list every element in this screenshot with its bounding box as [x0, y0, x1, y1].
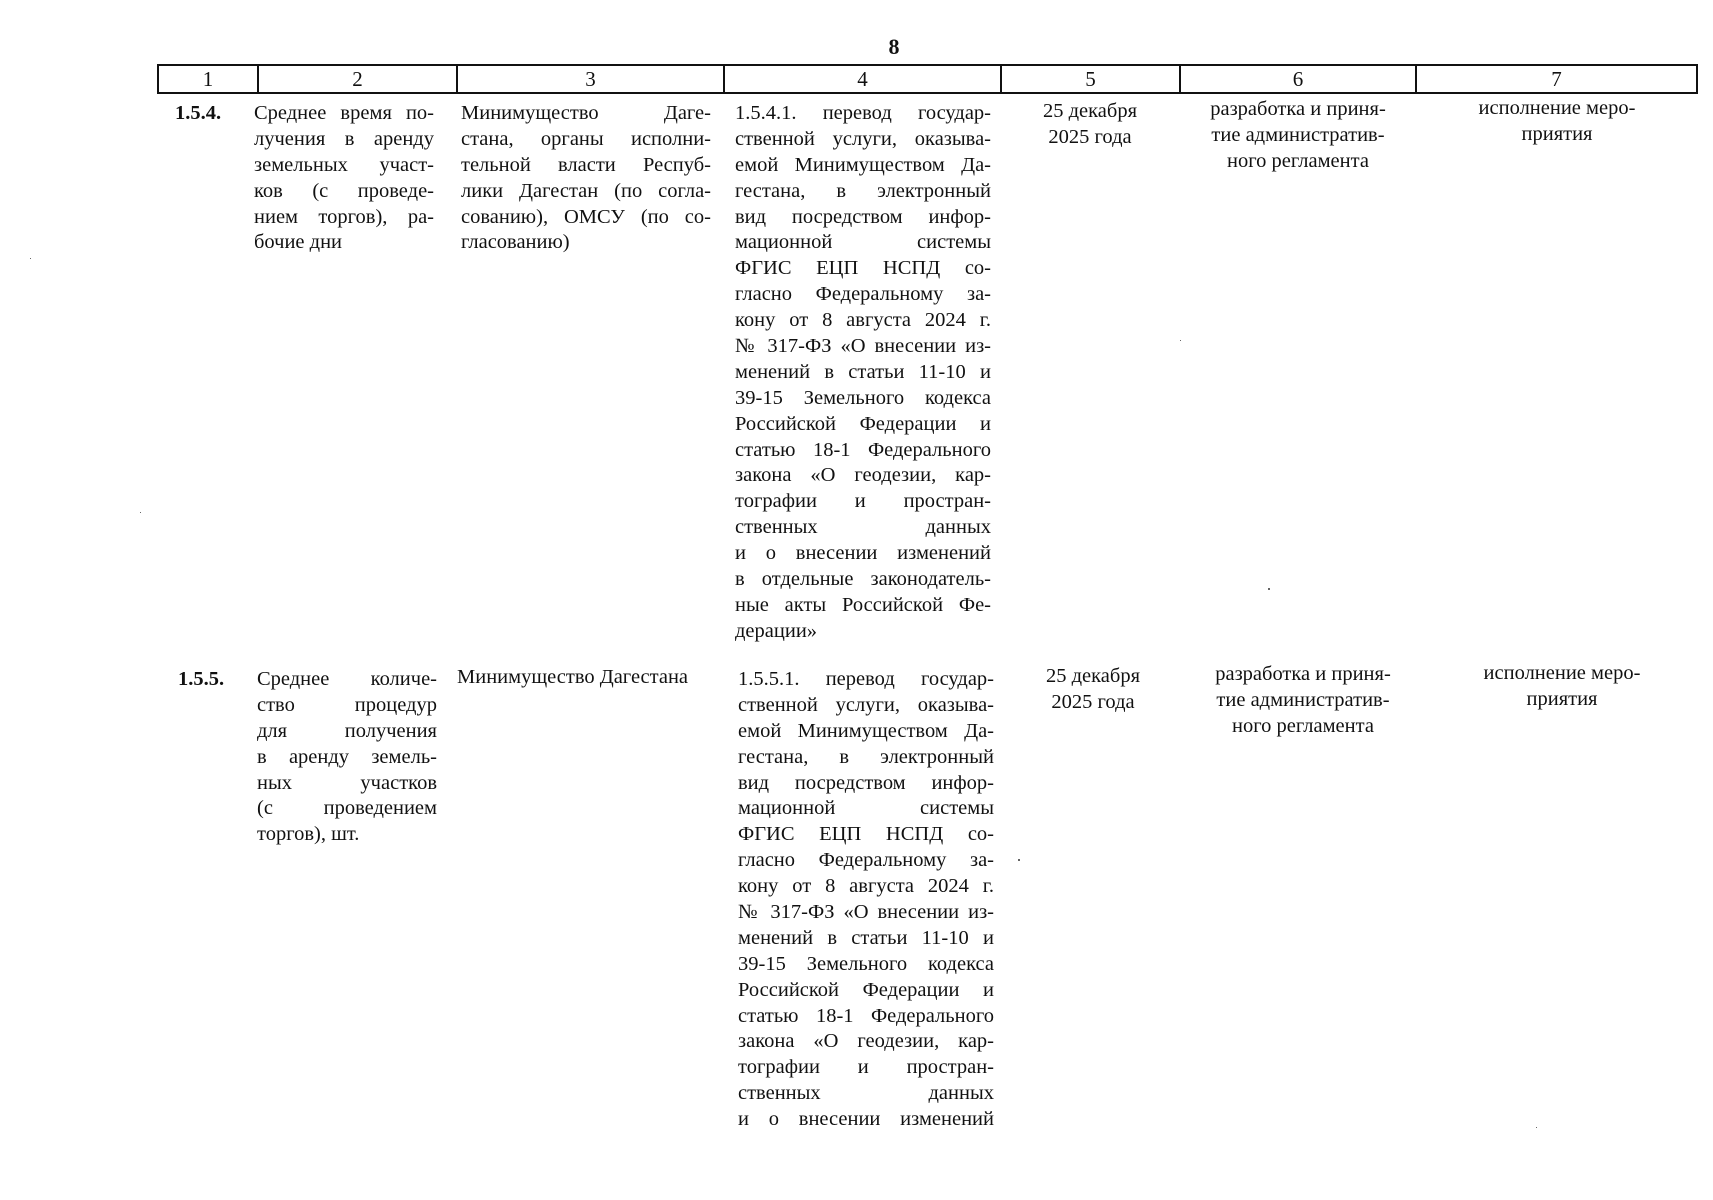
scan-speck	[1536, 1127, 1537, 1128]
result-cell	[1183, 662, 1423, 740]
header-col-2: 2	[257, 66, 456, 92]
text-line: вид посредством инфор-	[735, 205, 991, 228]
text-line: № 317-ФЗ «О внесении из-	[738, 901, 994, 924]
text-line: ного регламента	[1232, 714, 1374, 737]
text-line: менений в статьи 11-10 и	[738, 926, 994, 949]
text-line: ство процедур	[257, 693, 437, 716]
text-line: нием торгов), ра-	[254, 205, 434, 228]
scan-speck	[140, 512, 141, 513]
text-line: ственной услуги, оказыва-	[738, 693, 994, 716]
text-line: Минимущество Даге-	[461, 102, 711, 124]
text-line: в отдельные законодатель-	[735, 568, 991, 591]
text-line: емой Минимуществом Да-	[738, 719, 994, 742]
indicator-cell	[254, 101, 434, 256]
text-line: ные акты Российской Фе-	[735, 593, 991, 616]
text-line: ков (с проведе-	[254, 179, 434, 202]
text-line: кону от 8 августа 2024 г.	[735, 309, 991, 332]
text-line: тие административ-	[1216, 688, 1390, 711]
header-col-7: 7	[1415, 66, 1698, 92]
text-line: 25 декабря	[1045, 665, 1140, 687]
measure-cell	[738, 667, 994, 1133]
status-cell	[1421, 661, 1703, 713]
status-cell	[1416, 96, 1698, 148]
text-line: № 317-ФЗ «О внесении из-	[735, 335, 991, 358]
text-line: исполнение меро-	[1483, 662, 1641, 684]
text-line: Российской Федерации и	[735, 412, 991, 435]
measure-cell	[735, 101, 991, 645]
header-col-6: 6	[1179, 66, 1415, 92]
text-line: вид посредством инфор-	[738, 771, 994, 794]
text-line: разработка и приня-	[1215, 663, 1391, 685]
deadline-cell	[1003, 664, 1183, 716]
row-number: 1.5.4.	[175, 102, 222, 124]
text-line: 39-15 Земельного кодекса	[735, 386, 991, 409]
text-line: земельных участ-	[254, 153, 434, 176]
text-line: ственных данных	[738, 1082, 994, 1105]
text-line: Российской Федерации и	[738, 978, 994, 1001]
header-col-1: 1	[157, 66, 257, 92]
table-header-row	[157, 64, 1698, 94]
scan-speck	[30, 258, 31, 259]
scan-speck	[1180, 340, 1181, 341]
text-line: 1.5.4.1. перевод государ-	[735, 102, 991, 124]
text-line: статью 18-1 Федерального	[735, 438, 991, 461]
text-line: ФГИС ЕЦП НСПД со-	[735, 257, 991, 280]
text-line: ФГИС ЕЦП НСПД со-	[738, 823, 994, 846]
text-line: приятия	[1521, 122, 1593, 145]
text-line: закона «О геодезии, кар-	[738, 1030, 994, 1053]
text-line: бочие дни	[254, 231, 343, 254]
text-line: тографии и простран-	[735, 490, 991, 513]
header-col-3: 3	[456, 66, 723, 92]
text-line: статью 18-1 Федерального	[738, 1004, 994, 1027]
text-line: закона «О геодезии, кар-	[735, 464, 991, 487]
text-line: 2025 года	[1051, 690, 1135, 713]
row-number: 1.5.5.	[178, 668, 225, 690]
text-line: гласно Федеральному за-	[735, 283, 991, 306]
text-line: и о внесении изменений	[738, 1108, 994, 1131]
result-cell	[1178, 97, 1418, 175]
text-line: исполнение меро-	[1478, 97, 1636, 119]
text-line: гестана, в электронный	[735, 179, 991, 202]
responsible-cell	[461, 101, 711, 256]
text-line: торгов), шт.	[257, 823, 360, 846]
text-line: дерации»	[735, 619, 818, 642]
deadline-cell	[1000, 99, 1180, 151]
text-line: мационной системы	[738, 797, 994, 820]
text-line: 2025 года	[1048, 125, 1132, 148]
header-col-5: 5	[1000, 66, 1179, 92]
text-line: в аренду земель-	[257, 745, 437, 768]
text-line: (с проведением	[257, 797, 437, 820]
scan-speck	[1268, 588, 1270, 590]
text-line: 39-15 Земельного кодекса	[738, 952, 994, 975]
text-line: тографии и простран-	[738, 1056, 994, 1079]
text-line: 25 декабря	[1042, 100, 1137, 122]
text-line: для получения	[257, 719, 437, 742]
text-line: емой Минимуществом Да-	[735, 153, 991, 176]
text-line: тие административ-	[1211, 123, 1385, 146]
text-line: ного регламента	[1227, 149, 1369, 172]
text-line: разработка и приня-	[1210, 98, 1386, 120]
text-line: гласованию)	[461, 231, 570, 254]
responsible-cell	[457, 665, 727, 691]
text-line: гестана, в электронный	[738, 745, 994, 768]
text-line: ных участков	[257, 771, 437, 794]
text-line: приятия	[1526, 687, 1598, 710]
text-line: гласно Федеральному за-	[738, 849, 994, 872]
text-line: и о внесении изменений	[735, 542, 991, 565]
text-line: мационной системы	[735, 231, 991, 254]
text-line: Среднее время по-	[254, 102, 434, 124]
indicator-cell	[257, 667, 437, 848]
text-line: сованию), ОМСУ (по со-	[461, 205, 711, 228]
header-col-4: 4	[723, 66, 1000, 92]
page-number: 8	[888, 34, 900, 59]
text-line: 1.5.5.1. перевод государ-	[738, 668, 994, 690]
text-line: лучения в аренду	[254, 127, 434, 150]
text-line: тельной власти Респуб-	[461, 153, 711, 176]
text-line: менений в статьи 11-10 и	[735, 360, 991, 383]
text-line: лики Дагестан (по согла-	[461, 179, 711, 202]
text-line: кону от 8 августа 2024 г.	[738, 875, 994, 898]
text-line: ственных данных	[735, 516, 991, 539]
scan-speck	[1018, 859, 1020, 861]
text-line: стана, органы исполни-	[461, 127, 711, 150]
text-line: ственной услуги, оказыва-	[735, 127, 991, 150]
text-line: Минимущество Дагестана	[457, 666, 689, 688]
text-line: Среднее количе-	[257, 668, 437, 690]
